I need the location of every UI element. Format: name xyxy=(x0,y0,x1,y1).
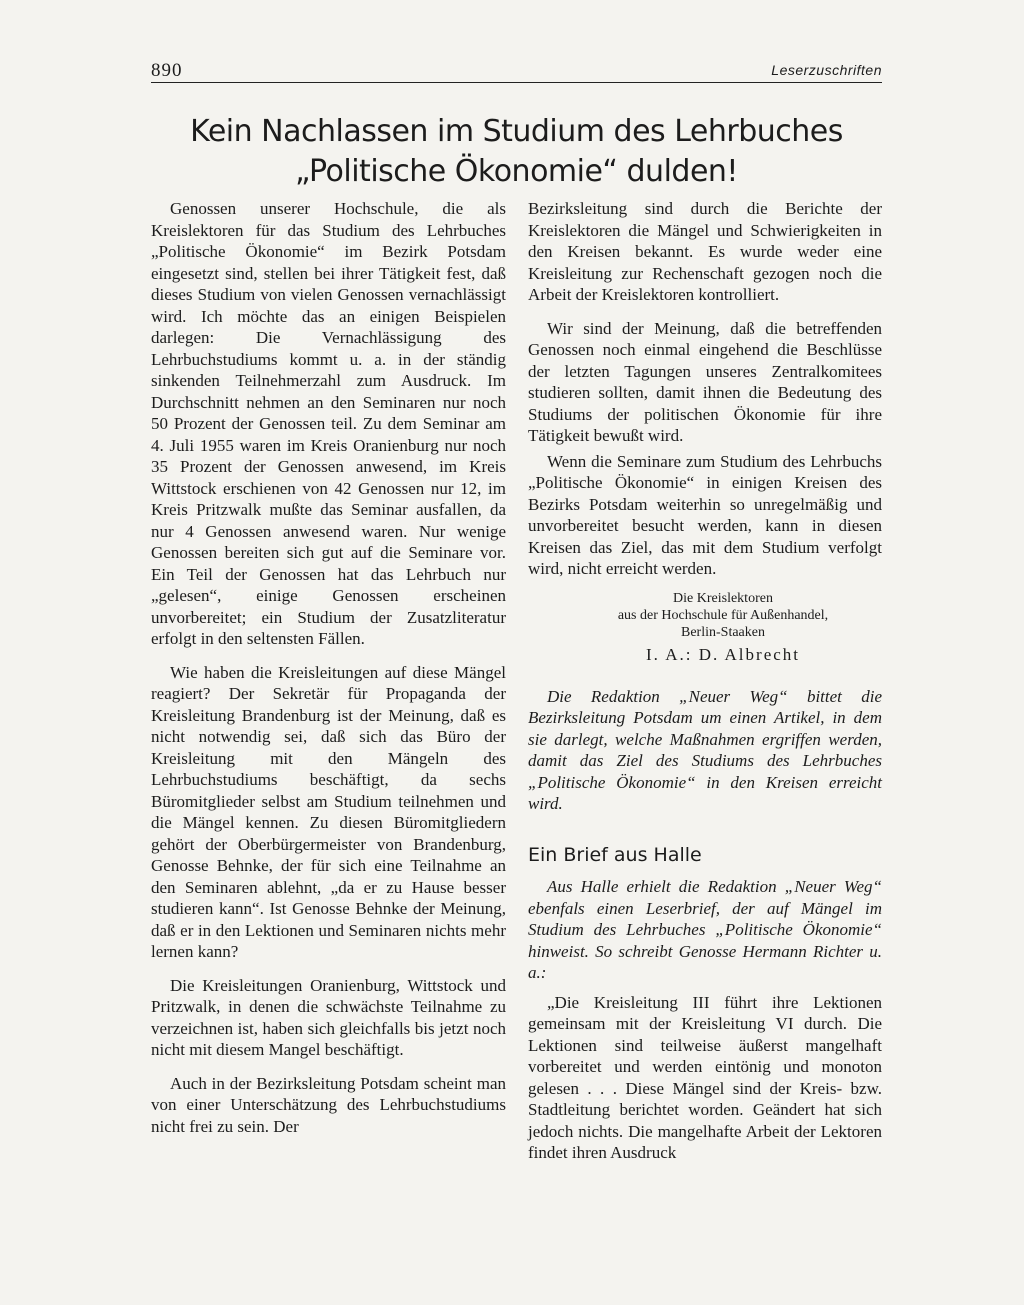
page-header xyxy=(151,58,882,83)
left-column xyxy=(151,198,506,1137)
signature-line: aus der Hochschule für Außenhandel, xyxy=(617,607,829,623)
quote-paragraph: „Die Kreisleitung III führt ihre Lektionen gemeinsam mit der Kreisleitung VI durch. Die Lektionen sind teilweise äußerst mangelhaft vorbereitet und werden eintönig und monoton gelesen . . . Diese Mängel sind der Kreis- bzw. Stadtleitung berichtet worden. Geändert hat sich jedoch nichts. Die mangelhafte Arbeit der Lektoren findet ihren Ausdruck xyxy=(528,992,882,1162)
section-title: Leserzuschriften xyxy=(771,62,882,78)
right-column xyxy=(528,198,882,1164)
intro-paragraph: Aus Halle erhielt die Redaktion „Neuer Weg“ ebenfals einen Leserbrief, der auf Mängel im Studium des Lehrbuches „Politische Ökonomie“ hinweist. So schreibt Genosse Hermann Richter u. a.: xyxy=(528,877,882,982)
paragraph: Wir sind der Meinung, daß die betreffenden Genossen noch einmal eingehend die Beschlüsse der letzten Tagungen unseres Zentralkomitees studieren sollten, damit ihnen die Bedeutung des Studiums der politischen Ökonomie für ihre Tätigkeit bewußt wird. xyxy=(528,318,882,445)
paragraph: Auch in der Bezirksleitung Potsdam scheint man von einer Unterschätzung des Lehrbuchstudiums nicht frei zu sein. Der xyxy=(151,1073,506,1136)
signature-line: Die Kreislektoren xyxy=(673,590,773,606)
signature-line: Berlin-Staaken xyxy=(681,624,765,640)
page-number: 890 xyxy=(151,60,183,81)
subheading: Ein Brief aus Halle xyxy=(528,843,702,866)
paragraph: Die Kreisleitungen Oranienburg, Wittstock und Pritzwalk, in denen die schwächste Teilnahme zu verzeichnen ist, haben sich gleichfalls bis jetzt noch nicht mit diesem Mangel beschäftigt. xyxy=(151,975,506,1059)
headline-line-2: „Politische Ökonomie“ dulden! xyxy=(295,154,738,189)
editor-note: Die Redaktion „Neuer Weg“ bittet die Bezirksleitung Potsdam um einen Artikel, in dem sie darlegt, welche Maßnahmen ergriffen werden, damit das Ziel des Studiums des Lehrbuches „Politische Ökonomie“ in den Kreisen erreicht wird. xyxy=(528,686,882,813)
article-headline xyxy=(151,112,882,192)
signature-block xyxy=(528,590,882,666)
signature-name: I. A.: D. Albrecht xyxy=(645,644,801,664)
paragraph: Wie haben die Kreisleitungen auf diese Mängel reagiert? Der Sekretär für Propaganda der Kreisleitung Brandenburg ist der Meinung, daß es nicht notwendig sei, daß sich das Büro der Kreisleitung mit den Mängeln des Lehrbuchstudiums beschäftigt, da sechs Büromitglieder selbst am Studium teilnehmen und die Mängel kennen. Zu diesen Büromitgliedern gehört der Oberbürgermeister von Brandenburg, Genosse Behnke, der für sich eine Teilnahme an den Seminaren ablehnt, „da er zu Hause besser studieren kann“. Ist Genosse Behnke der Meinung, daß er in den Lektionen und Seminaren nichts mehr lernen kann? xyxy=(151,662,506,961)
headline-line-1: Kein Nachlassen im Studium des Lehrbuches xyxy=(190,114,843,149)
paragraph: Bezirksleitung sind durch die Berichte der Kreislektoren die Mängel und Schwierigkeiten in den Kreisen bekannt. Es wurde weder eine Kreisleitung zur Rechenschaft gezogen noch die Arbeit der Kreislektoren kontrolliert. xyxy=(528,199,882,304)
paragraph: Wenn die Seminare zum Studium des Lehrbuchs „Politische Ökonomie“ in einigen Kreisen des Bezirks Potsdam weiterhin so unregelmäßig und unvorbereitet besucht werden, kann in diesen Kreisen das Ziel, das mit dem Studium verfolgt wird, nicht erreicht werden. xyxy=(528,451,882,578)
paragraph: Genossen unserer Hochschule, die als Kreislektoren für das Studium des Lehrbuches „Politische Ökonomie“ im Bezirk Potsdam eingesetzt sind, stellen bei ihrer Tätigkeit fest, daß dieses Studium von vielen Genossen vernachlässigt wird. Ich möchte das an einigen Beispielen darlegen: Die Vernachlässigung des Lehrbuchstudiums kommt u. a. in der ständig sinkenden Teilnehmerzahl zum Ausdruck. Im Durchschnitt nehmen an den Seminaren nur noch 50 Prozent der Genossen teil. Zu dem Seminar am 4. Juli 1955 waren im Kreis Oranienburg nur noch 35 Prozent der Genossen anwesend, im Kreis Wittstock erschienen von 42 Genossen nur 12, im Kreis Pritzwalk mußte das Seminar ausfallen, da nur 4 Genossen anwesend waren. Nur wenige Genossen bereiten sich gut auf die Seminare vor. Ein Teil der Genossen hat das Lehrbuch nur „gelesen“, einige Genossen erscheinen unvorbereitet; ein Studium der Zusatzliteratur erfolgt in den seltensten Fällen. xyxy=(151,199,506,648)
